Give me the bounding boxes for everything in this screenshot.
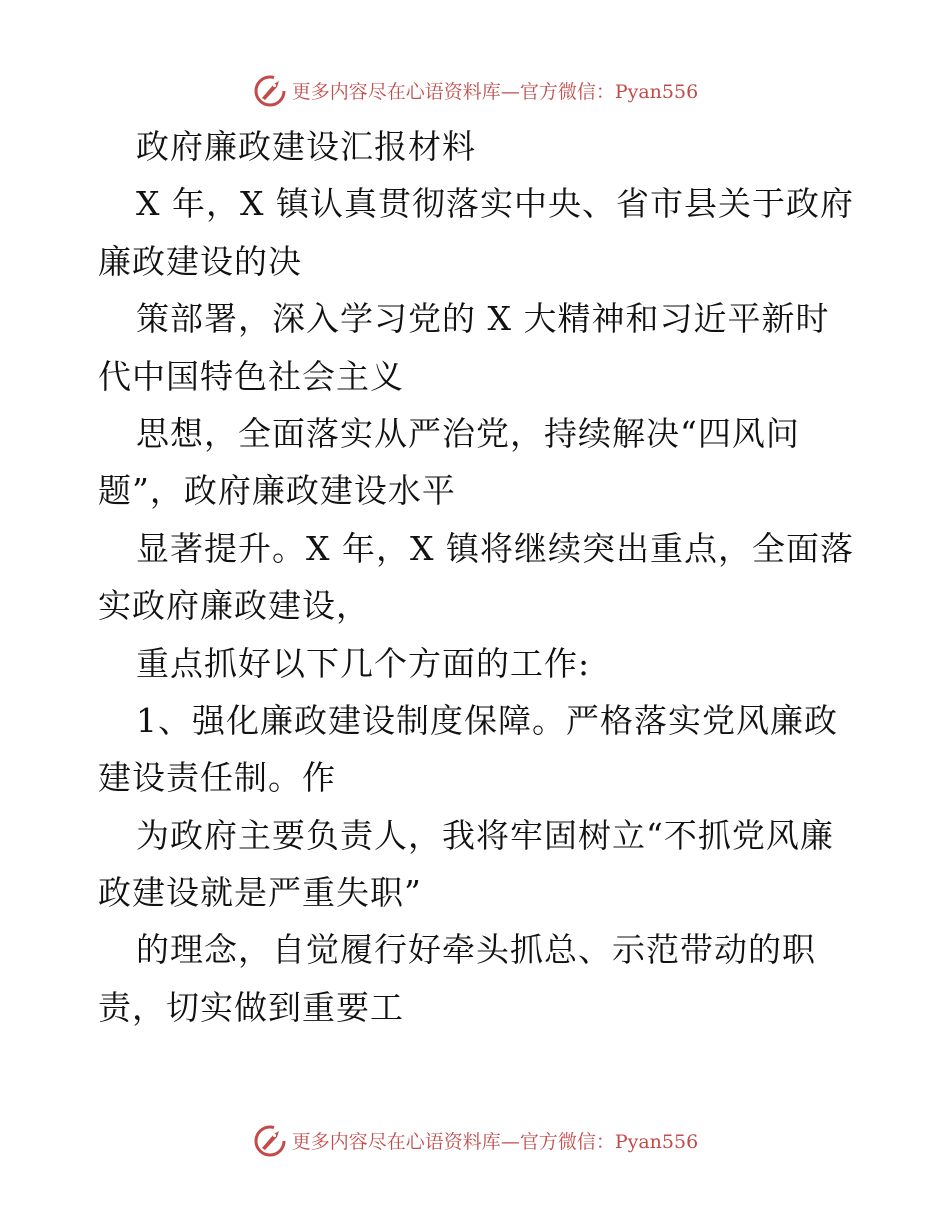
document-line: 建设责任制。作 <box>98 758 336 798</box>
document-line: 代中国特色社会主义 <box>98 356 404 396</box>
document-line: 廉政建设的决 <box>98 241 302 281</box>
document-line: 实政府廉政建设， <box>98 586 370 626</box>
document-body <box>98 118 878 1036</box>
document-line: 政建设就是严重失职” <box>98 873 422 913</box>
watermark-wechat-label: 官方微信： <box>519 1130 615 1153</box>
document-line: 政府廉政建设汇报材料 <box>136 127 476 166</box>
watermark-text: 更多内容尽在心语资料库 <box>291 1130 501 1153</box>
footer-watermark <box>0 1120 950 1160</box>
watermark-dash: — <box>500 1130 520 1153</box>
watermark-dash: — <box>500 80 520 103</box>
pen-nib-logo-icon <box>252 1122 288 1158</box>
watermark-wechat-id: Pyan556 <box>614 1130 699 1153</box>
header-watermark <box>0 70 950 110</box>
document-line: 重点抓好以下几个方面的工作: <box>136 643 591 683</box>
document-line: 题”，政府廉政建设水平 <box>98 471 456 511</box>
watermark-wechat-id: Pyan556 <box>614 80 699 103</box>
document-line: 为政府主要负责人，我将牢固树立“不抓党风廉 <box>136 815 834 855</box>
document-line: 的理念，自觉履行好牵头抓总、示范带动的职 <box>136 930 816 970</box>
pen-nib-logo-icon <box>252 72 288 108</box>
document-line: 1、强化廉政建设制度保障。严格落实党风廉政 <box>136 700 838 740</box>
document-line: 责，切实做到重要工 <box>98 987 404 1027</box>
document-line: X 年，X 镇认真贯彻落实中央、省市县关于政府 <box>136 184 854 224</box>
document-line: 显著提升。X 年，X 镇将继续突出重点，全面落 <box>136 528 854 568</box>
document-line: 策部署，深入学习党的 X 大精神和习近平新时 <box>136 299 830 339</box>
watermark-text: 更多内容尽在心语资料库 <box>291 80 501 103</box>
watermark-wechat-label: 官方微信： <box>519 80 615 103</box>
document-line: 思想，全面落实从严治党，持续解决“四风问 <box>136 413 800 453</box>
